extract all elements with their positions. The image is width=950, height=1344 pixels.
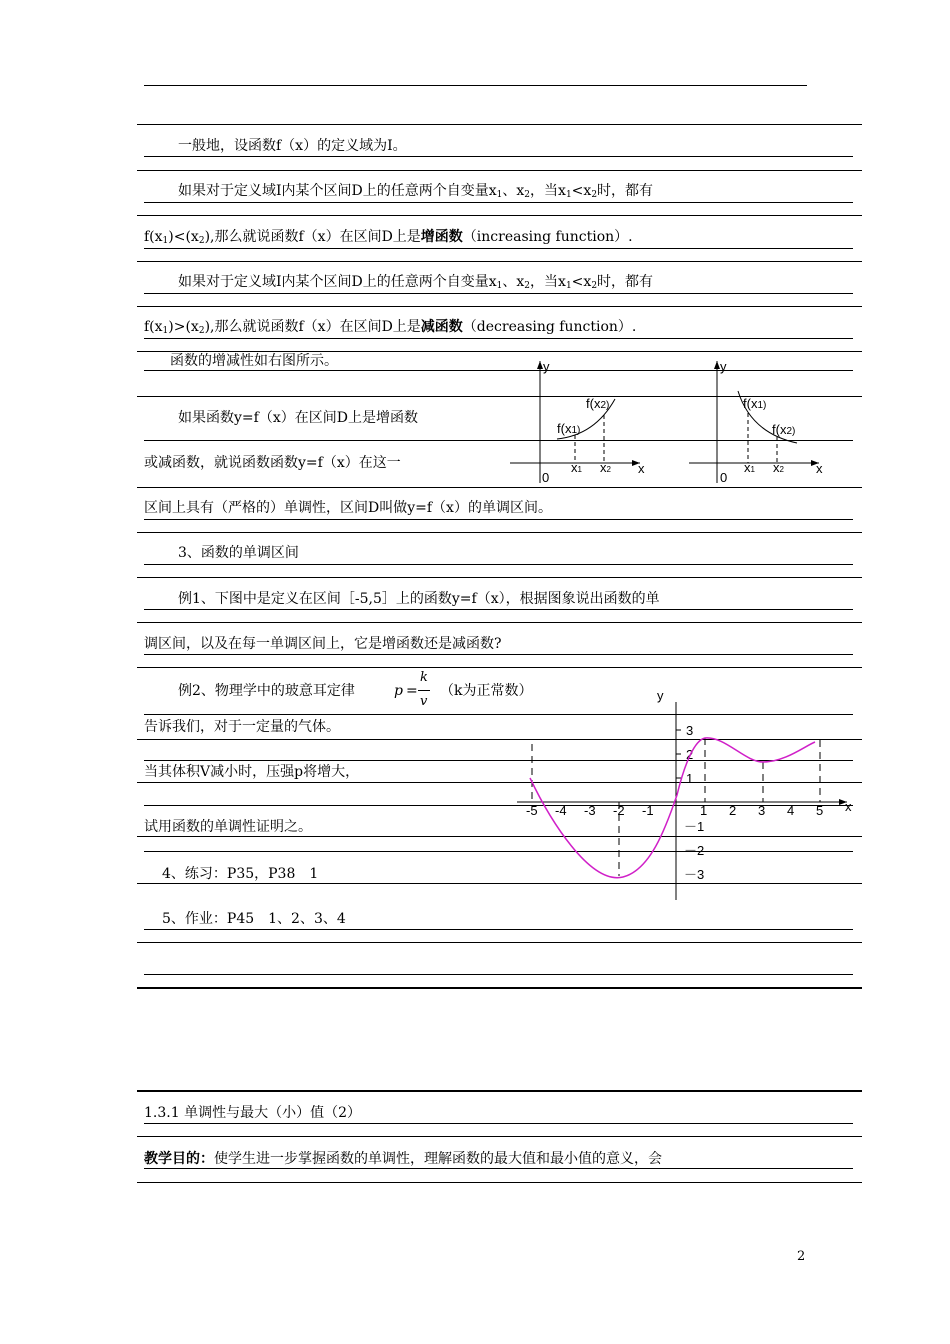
text-seg: <x	[571, 183, 592, 199]
text-line	[178, 682, 355, 700]
text-seg: )>(x	[168, 319, 199, 335]
subscript: 2	[198, 326, 205, 336]
ruled-line	[144, 609, 853, 610]
text-seg: 时，都有	[597, 274, 654, 290]
label-objective: 教学目的：	[144, 1151, 214, 1167]
text-line: 例1、下图中是定义在区间［-5,5］上的函数y=f（x），根据图象说出函数的单	[178, 591, 660, 607]
ruled-line	[137, 261, 862, 262]
y-axis-label: y	[720, 359, 727, 374]
example-function-graph	[505, 680, 865, 905]
x-tick-label: -1	[642, 803, 654, 818]
ruled-line	[137, 170, 862, 171]
ruled-line	[137, 306, 862, 307]
ruled-line	[144, 929, 853, 930]
ruled-line	[144, 564, 853, 565]
text-seg: ),那么就说函数f（x）在区间D上是	[204, 229, 421, 245]
ruled-line	[137, 215, 862, 216]
ruled-line	[144, 1168, 853, 1169]
text-line: 5、作业：P45 1、2、3、4	[162, 911, 346, 927]
x1-sub: 1	[577, 465, 582, 474]
ruled-line	[144, 156, 853, 157]
text-line: 3、函数的单调区间	[178, 545, 299, 561]
ruled-line	[137, 1182, 862, 1183]
text-seg: 例2、物理学中的玻意耳定律	[178, 683, 355, 699]
text-line: 调区间，以及在每一单调区间上，它是增函数还是减函数?	[144, 636, 502, 652]
x2-text: x	[600, 460, 607, 475]
term-increasing: 增函数	[420, 229, 463, 245]
x-tick-label: 4	[787, 803, 795, 818]
y-tick-label: 3	[686, 723, 694, 738]
text-line	[144, 228, 633, 246]
fx1-label	[743, 396, 766, 411]
subscript: 1	[565, 190, 572, 200]
ruled-line	[144, 1123, 853, 1124]
x-axis-label: x	[638, 461, 645, 476]
text-line: 4、练习：P35，P38 1	[162, 866, 319, 882]
x-axis-label: x	[816, 461, 823, 476]
subscript: 1	[565, 281, 572, 291]
x-tick-label: 3	[758, 803, 766, 818]
fx2-sub: 2)	[600, 400, 610, 411]
text-seg: f(x	[144, 229, 163, 245]
ruled-line	[144, 519, 853, 520]
ruled-line	[137, 577, 862, 578]
y-tick-label: －3	[684, 867, 705, 882]
ruled-line	[144, 293, 853, 294]
y-tick-label: －1	[684, 819, 705, 834]
fx2-sub: 2)	[786, 426, 796, 437]
ruled-line	[144, 338, 853, 339]
x-tick-label: -2	[613, 803, 625, 818]
function-curve	[530, 738, 815, 878]
subscript: 2	[198, 236, 205, 246]
ruled-line	[137, 942, 862, 943]
fx1-text: f(x	[557, 421, 572, 436]
text-line	[178, 273, 653, 291]
subscript: 1	[496, 190, 503, 200]
text-seg: <x	[571, 274, 592, 290]
text-seg: ，当x	[530, 183, 566, 199]
section-end-rule	[137, 987, 862, 989]
y-axis-label: y	[657, 688, 664, 703]
subscript: 2	[591, 281, 598, 291]
ruled-line	[144, 654, 853, 655]
subscript: 2	[524, 281, 531, 291]
ruled-line	[137, 667, 862, 668]
x2-sub: 2	[606, 465, 611, 474]
text-seg: 使学生进一步掌握函数的单调性，理解函数的最大值和最小值的意义，会	[214, 1151, 662, 1167]
ruled-line	[144, 202, 853, 203]
fx1-sub: 1)	[757, 400, 767, 411]
text-seg: 如果对于定义域I内某个区间D上的任意两个自变量x	[178, 183, 497, 199]
formula-eq: =	[406, 683, 418, 699]
text-seg: 、x	[502, 183, 525, 199]
text-line	[144, 318, 636, 336]
ruled-line	[137, 1136, 862, 1137]
ruled-line	[137, 124, 862, 125]
subscript: 1	[162, 326, 169, 336]
text-line	[178, 182, 653, 200]
origin-label: 0	[720, 470, 728, 485]
text-line: 如果函数y=f（x）在区间D上是增函数	[178, 410, 418, 426]
term-decreasing: 减函数	[420, 319, 463, 335]
fx1-label	[557, 421, 580, 436]
subscript: 1	[496, 281, 503, 291]
subscript: 2	[591, 190, 598, 200]
fx2-label	[772, 422, 795, 437]
fx2-label	[586, 396, 609, 411]
text-line: 或减函数，就说函数函数y=f（x）在这一	[144, 455, 401, 471]
text-line: 函数的增减性如右图所示。	[170, 353, 338, 369]
x-tick-label: 1	[700, 803, 708, 818]
fx1-sub: 1)	[571, 425, 581, 436]
x-tick-label: -5	[526, 803, 538, 818]
y-tick-label: －2	[684, 843, 705, 858]
subscript: 1	[162, 236, 169, 246]
ruled-line	[144, 974, 853, 975]
section-heading: 1.3.1 单调性与最大（小）值（2）	[144, 1105, 361, 1121]
x1-label	[571, 460, 583, 475]
x2-label	[600, 460, 612, 475]
text-line	[144, 1150, 662, 1168]
x-axis-label: x	[845, 799, 852, 814]
section-start-rule	[137, 1090, 862, 1092]
x1-text: x	[744, 460, 751, 475]
x1-text: x	[571, 460, 578, 475]
page-number: 2	[797, 1249, 806, 1264]
header-rule	[144, 85, 807, 86]
origin-label: 0	[542, 470, 550, 485]
fx1-text: f(x	[743, 396, 758, 411]
text-line: 区间上具有（严格的）单调性，区间D叫做y=f（x）的单调区间。	[144, 500, 552, 516]
x-tick-label: -4	[555, 803, 567, 818]
formula-p: p	[394, 683, 403, 699]
text-seg: f(x	[144, 319, 163, 335]
subscript: 2	[524, 190, 531, 200]
text-seg: ，当x	[530, 274, 566, 290]
text-line: 当其体积V减小时，压强p将增大，	[144, 764, 360, 780]
text-line: 一般地，设函数f（x）的定义域为I。	[178, 138, 407, 154]
text-seg: 、x	[502, 274, 525, 290]
y-tick-label: 2	[686, 747, 694, 762]
fraction-bar	[418, 690, 430, 691]
x-tick-label: 2	[729, 803, 737, 818]
x2-sub: 2	[779, 465, 784, 474]
ruled-line	[144, 248, 853, 249]
y-tick-label: 1	[686, 771, 694, 786]
x-tick-label: 5	[816, 803, 824, 818]
text-line: 告诉我们，对于一定量的气体。	[144, 719, 340, 735]
x2-label	[773, 460, 785, 475]
text-seg: （increasing function）.	[462, 229, 633, 245]
y-axis-label: y	[543, 359, 550, 374]
text-seg: 如果对于定义域I内某个区间D上的任意两个自变量x	[178, 274, 497, 290]
text-line: （k为正常数）	[440, 683, 533, 699]
x1-label	[744, 460, 756, 475]
formula-denominator: v	[420, 694, 428, 709]
text-seg: ),那么就说函数f（x）在区间D上是	[204, 319, 421, 335]
text-seg: )<(x	[168, 229, 199, 245]
ruled-line	[137, 532, 862, 533]
text-line: 试用函数的单调性证明之。	[144, 819, 312, 835]
increasing-function-figure	[505, 355, 655, 490]
text-seg: 时，都有	[597, 183, 654, 199]
decreasing-function-figure	[685, 355, 835, 490]
fx2-text: f(x	[586, 396, 601, 411]
x1-sub: 1	[750, 465, 755, 474]
text-seg: （decreasing function）.	[462, 319, 637, 335]
formula-numerator: k	[420, 670, 428, 685]
x-tick-label: -3	[584, 803, 596, 818]
x2-text: x	[773, 460, 780, 475]
fx2-text: f(x	[772, 422, 787, 437]
ruled-line	[137, 622, 862, 623]
